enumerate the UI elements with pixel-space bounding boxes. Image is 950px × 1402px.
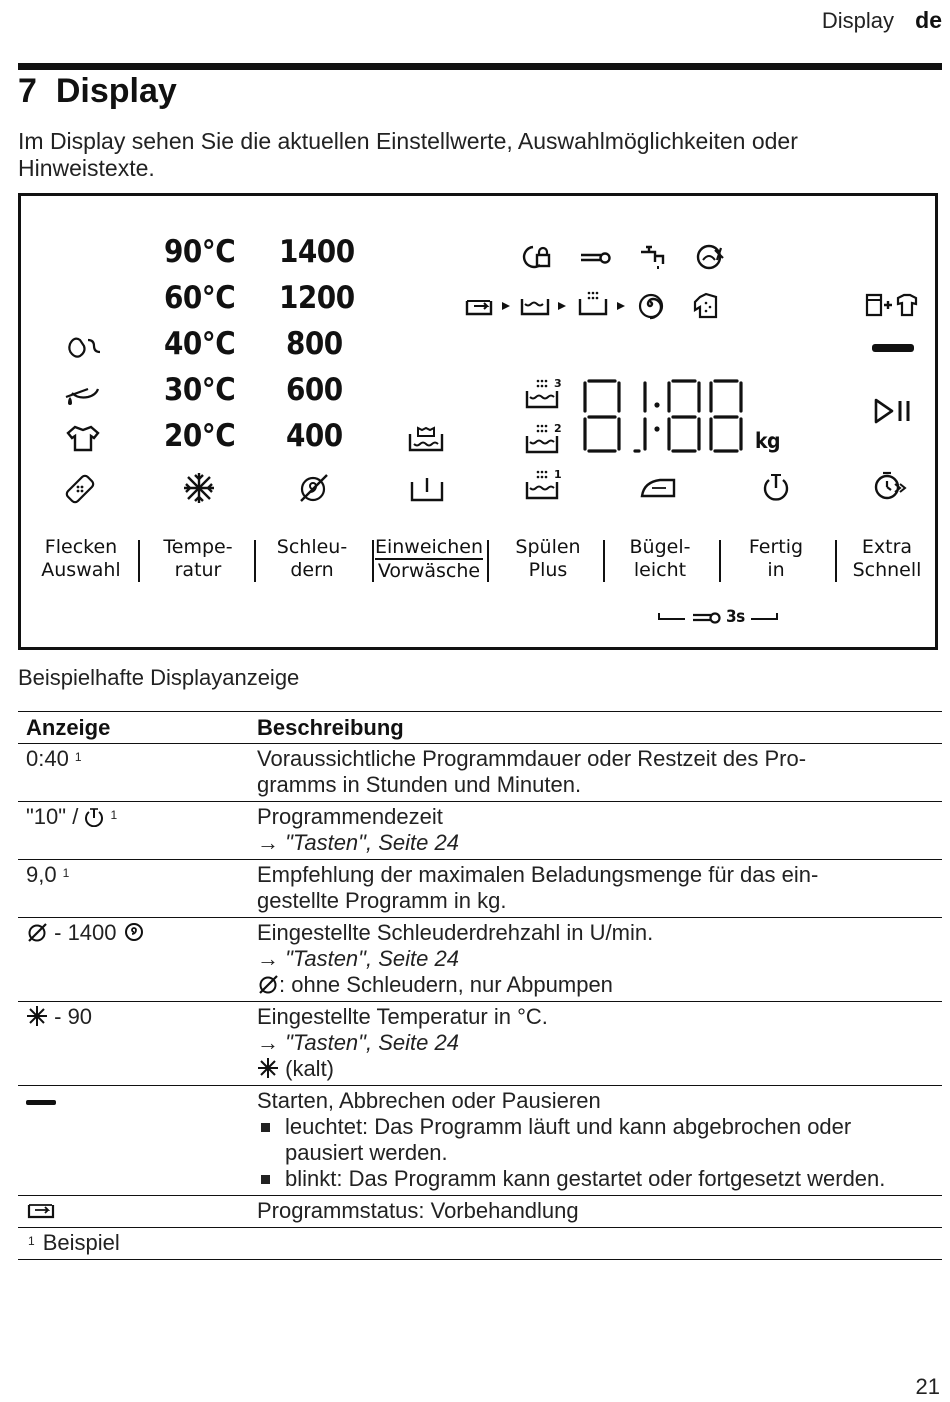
- description-text: Starten, Abbrechen oder Pausieren: [257, 1088, 601, 1113]
- spin-icon: [123, 921, 145, 943]
- display-panel: [18, 193, 938, 650]
- button-label-schleudern[interactable]: [257, 536, 367, 582]
- temp-90: 90°C: [164, 234, 236, 270]
- button-label-line: Flecken: [44, 536, 118, 558]
- display-cell: [18, 918, 249, 1002]
- table-row: [18, 1002, 942, 1086]
- cross-reference-link[interactable]: [257, 830, 934, 856]
- display-value: 0:40: [26, 746, 69, 771]
- display-cell: [18, 1196, 249, 1228]
- table-row: [18, 860, 942, 918]
- arrow-icon: →: [257, 830, 286, 855]
- hold-3s-label: 3s: [726, 607, 745, 627]
- drum-clean-icon: [695, 242, 727, 272]
- spin-800: 800: [286, 326, 343, 362]
- description-text: Programmendezeit: [257, 804, 443, 829]
- arrow-icon: →: [257, 1030, 286, 1055]
- button-label-line: Tempe-: [163, 536, 233, 558]
- bullet-item: blinkt: Das Programm kann gestartet oder fortgesetzt werden.: [257, 1166, 934, 1192]
- start-pause-indicator: [872, 344, 914, 352]
- water-tap-icon: [638, 244, 668, 270]
- note-text: : ohne Schleudern, nur Abpumpen: [279, 972, 613, 997]
- button-label-line: Vorwäsche: [377, 560, 481, 582]
- button-label-extra-schnell[interactable]: [832, 536, 942, 582]
- reference-text: "Tasten", Seite 24: [285, 830, 459, 855]
- start-pause-icon: [873, 397, 915, 425]
- snowflake-icon: [26, 1005, 48, 1027]
- description-cell: [249, 744, 942, 802]
- button-label-line: dern: [290, 559, 334, 581]
- table-row: [18, 1086, 942, 1196]
- spin-600: 600: [286, 372, 343, 408]
- button-label-line: Fertig: [748, 536, 804, 558]
- button-label-fertig-in[interactable]: [721, 536, 831, 582]
- arrow-icon: →: [257, 946, 286, 971]
- table-row: [18, 1196, 942, 1228]
- button-label-line: Einweichen: [374, 536, 484, 558]
- temp-60: 60°C: [164, 280, 236, 316]
- display-cell: [18, 860, 249, 918]
- spin-status-icon: [637, 292, 665, 320]
- running-header-section: Display: [821, 8, 894, 33]
- button-label-line: Plus: [528, 559, 568, 581]
- description-note: [257, 1056, 934, 1082]
- table-row: [18, 802, 942, 860]
- button-label-spuelen-plus[interactable]: [493, 536, 603, 582]
- description-text: Eingestellte Schleuderdrehzahl in U/min.: [257, 920, 654, 945]
- display-value: "10" /: [26, 804, 79, 829]
- finish-in-timer-icon: [84, 807, 104, 827]
- description-text: gestellte Programm in kg.: [257, 888, 507, 913]
- button-separator: [487, 540, 489, 582]
- svg-text:2: 2: [554, 422, 562, 435]
- chapter-title: Display: [55, 72, 177, 110]
- table-header-row: [18, 712, 942, 744]
- display-value: - 90: [54, 1004, 93, 1029]
- rinse-plus-2-icon: [524, 422, 564, 456]
- description-text: Eingestellte Temperatur in °C.: [257, 1004, 548, 1029]
- description-cell: [249, 918, 942, 1002]
- door-lock-key-icon: [579, 250, 611, 266]
- description-note: [257, 972, 934, 998]
- display-table: [18, 711, 942, 1260]
- snowflake-icon: [182, 471, 216, 505]
- arrow-right-icon: [557, 301, 567, 311]
- extra-fast-icon: [873, 470, 907, 502]
- display-cell: [18, 1086, 249, 1196]
- temp-40: 40°C: [164, 326, 236, 362]
- intro-text: Im Display sehen Sie die aktuellen Einstellwerte, Auswahlmöglichkeiten oder Hinweistexte.: [18, 128, 798, 181]
- spin-1400: 1400: [279, 234, 355, 270]
- no-spin-icon: [257, 973, 279, 995]
- button-label-line: Spülen: [515, 536, 581, 558]
- description-text: gramms in Stunden und Minuten.: [257, 772, 582, 797]
- description-cell: [249, 1196, 942, 1228]
- button-label-line: in: [767, 559, 785, 581]
- spin-1200: 1200: [279, 280, 355, 316]
- reference-text: "Tasten", Seite 24: [285, 1030, 459, 1055]
- stain-remover-icon: [63, 471, 99, 507]
- button-label-line: leicht: [633, 559, 687, 581]
- svg-text:3: 3: [554, 377, 562, 390]
- reference-text: "Tasten", Seite 24: [285, 946, 459, 971]
- button-label-einweichen-vorwaesche[interactable]: [373, 536, 485, 583]
- footnote-cell: [18, 1228, 942, 1260]
- prewash-status-icon: [464, 294, 496, 318]
- temp-30: 30°C: [164, 372, 236, 408]
- spin-400: 400: [286, 418, 343, 454]
- soak-icon: [406, 424, 446, 456]
- column-header-display: Anzeige: [18, 712, 249, 744]
- page-title: [18, 72, 177, 111]
- description-text: Voraussichtliche Programmdauer oder Restzeit des Pro-: [257, 746, 807, 771]
- button-label-line: Schleu-: [276, 536, 348, 558]
- easy-iron-icon: [638, 474, 678, 502]
- rinse-status-icon: [577, 289, 609, 318]
- footnote-ref: 1: [74, 750, 82, 764]
- arrow-right-icon: [501, 301, 511, 311]
- button-label-temperatur[interactable]: [143, 536, 253, 582]
- snowflake-icon: [257, 1057, 279, 1079]
- svg-text:1: 1: [554, 468, 562, 481]
- cross-reference-link[interactable]: [257, 1030, 934, 1056]
- button-separator: [254, 540, 256, 582]
- stain-icon: [64, 334, 102, 362]
- footnote-ref: 1: [110, 808, 118, 822]
- bullet-item: leuchtet: Das Programm läuft und kann abgebrochen oder pausiert werden.: [257, 1114, 934, 1166]
- wash-status-icon: [519, 294, 553, 318]
- prewash-icon: [409, 472, 445, 504]
- chapter-number: 7: [18, 72, 37, 110]
- running-header-language: de: [915, 7, 942, 33]
- table-row: [18, 744, 942, 802]
- note-text: (kalt): [285, 1056, 335, 1081]
- column-header-description: Beschreibung: [249, 712, 942, 744]
- display-value: 9,0: [26, 862, 57, 887]
- cross-reference-link[interactable]: [257, 946, 934, 972]
- description-cell: [249, 860, 942, 918]
- button-label-line: Bügel-: [629, 536, 691, 558]
- description-cell: [249, 1086, 942, 1196]
- key-lock-icon: [691, 610, 723, 626]
- finish-in-timer-icon: [761, 472, 791, 502]
- no-spin-icon: [297, 471, 331, 505]
- description-cell: [249, 1002, 942, 1086]
- footnote-ref: 1: [62, 866, 70, 880]
- button-label-line: Auswahl: [41, 559, 121, 581]
- footnote-mark: 1: [28, 1234, 35, 1248]
- button-label-line: Schnell: [852, 559, 922, 581]
- rinse-plus-1-icon: [524, 468, 564, 502]
- rinse-plus-3-icon: [524, 377, 564, 411]
- button-label-flecken[interactable]: [26, 536, 136, 582]
- description-text: Programmstatus: Vorbehandlung: [257, 1198, 579, 1223]
- arrow-right-icon: [616, 301, 626, 311]
- unit-kg: kg: [755, 429, 781, 453]
- child-lock-icon: [521, 243, 553, 271]
- description-cell: [249, 802, 942, 860]
- prewash-status-icon: [26, 1199, 58, 1221]
- drop-stain-icon: [62, 381, 102, 409]
- button-label-buegel-leicht[interactable]: [605, 536, 715, 582]
- table-row: [18, 918, 942, 1002]
- display-value: - 1400: [54, 920, 117, 945]
- anti-crease-icon: [692, 291, 724, 321]
- bracket-right-icon: [749, 611, 781, 625]
- display-cell: [18, 744, 249, 802]
- display-cell: [18, 1002, 249, 1086]
- button-label-line: Extra: [861, 536, 913, 558]
- display-cell: [18, 802, 249, 860]
- no-spin-icon: [26, 921, 48, 943]
- seven-segment-display: [579, 379, 747, 455]
- bracket-left-icon: [657, 611, 687, 625]
- header-rule: [18, 63, 942, 70]
- page-number: 21: [915, 1374, 940, 1399]
- reload-laundry-icon: [864, 291, 920, 319]
- button-label-line: ratur: [174, 559, 222, 581]
- button-separator: [138, 540, 140, 582]
- footnote-text: Beispiel: [42, 1230, 120, 1255]
- description-text: Empfehlung der maximalen Beladungsmenge für das ein-: [257, 862, 819, 887]
- figure-caption: Beispielhafte Displayanzeige: [18, 665, 300, 690]
- footnote-row: [18, 1228, 942, 1260]
- start-pause-indicator-icon: [26, 1100, 56, 1105]
- temp-20: 20°C: [164, 418, 236, 454]
- shirt-icon: [65, 423, 101, 453]
